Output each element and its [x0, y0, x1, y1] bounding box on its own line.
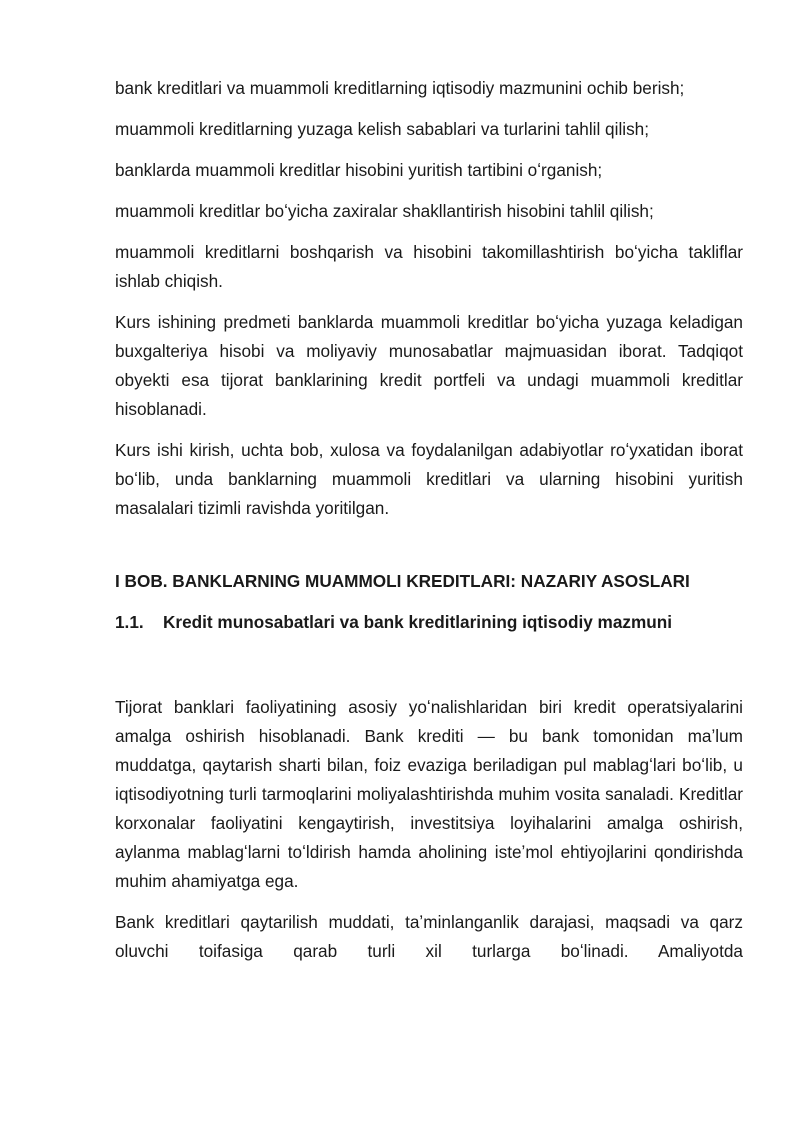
section-heading — [115, 608, 743, 637]
structure-paragraph: Kurs ishi kirish, uchta bob, xulosa va foydalanilgan adabiyotlar roʻyxatidan iborat boʻlib, unda banklarning muammoli kreditlari va ularning hisobini yuritish masalalari tizimli ravishda yoritilgan. — [115, 440, 743, 518]
body-paragraph-1: Tijorat banklari faoliyatining asosiy yoʻnalishlaridan biri kredit operatsiyalarini amalga oshirish hisoblanadi. Bank krediti — bu bank tomonidan maʼlum muddatga, qaytarish sharti bilan, foiz evaziga beriladigan pul mablagʻlari boʻlib, u iqtisodiyotning turli tarmoqlarini moliyalashtirishda muhim vosita sanaladi. Kreditlar korxonalar faoliyatini kengaytirish, investitsiya loyihalarini amalga oshirish, aylanma mablagʻlarni toʻldirish hamda aholining isteʼmol ehtiyojlarini qondirishda muhim ahamiyatga ega. — [115, 697, 743, 891]
intro-item-3: banklarda muammoli kreditlar hisobini yuritish tartibini oʻrganish; — [115, 160, 603, 180]
body-paragraph-2: Bank kreditlari qaytarilish muddati, taʼminlanganlik darajasi, maqsadi va qarz oluvchi toifasiga qarab turli xil turlarga boʻlinadi. Amaliyotda — [115, 912, 743, 961]
section-number: 1.1. — [115, 612, 144, 632]
section-title: Kredit munosabatlari va bank kreditlarining iqtisodiy mazmuni — [163, 612, 673, 632]
intro-item-5: muammoli kreditlarni boshqarish va hisobini takomillashtirish boʻyicha takliflar ishlab chiqish. — [115, 242, 743, 291]
intro-item-1: bank kreditlari va muammoli kreditlarning iqtisodiy mazmunini ochib berish; — [115, 78, 685, 98]
subject-paragraph: Kurs ishining predmeti banklarda muammoli kreditlar boʻyicha yuzaga keladigan buxgalteriya hisobi va moliyaviy munosabatlar majmuasidan iborat. Tadqiqot obyekti esa tijorat banklarining kredit portfeli va undagi muammoli kreditlar hisoblanadi. — [115, 312, 743, 419]
intro-item-2: muammoli kreditlarning yuzaga kelish sabablari va turlarini tahlil qilish; — [115, 119, 650, 139]
intro-item-4: muammoli kreditlar boʻyicha zaxiralar shakllantirish hisobini tahlil qilish; — [115, 201, 654, 221]
chapter-heading: I BOB. BANKLARNING MUAMMOLI KREDITLARI: NAZARIY ASOSLARI — [115, 571, 690, 591]
document-page — [115, 74, 743, 978]
